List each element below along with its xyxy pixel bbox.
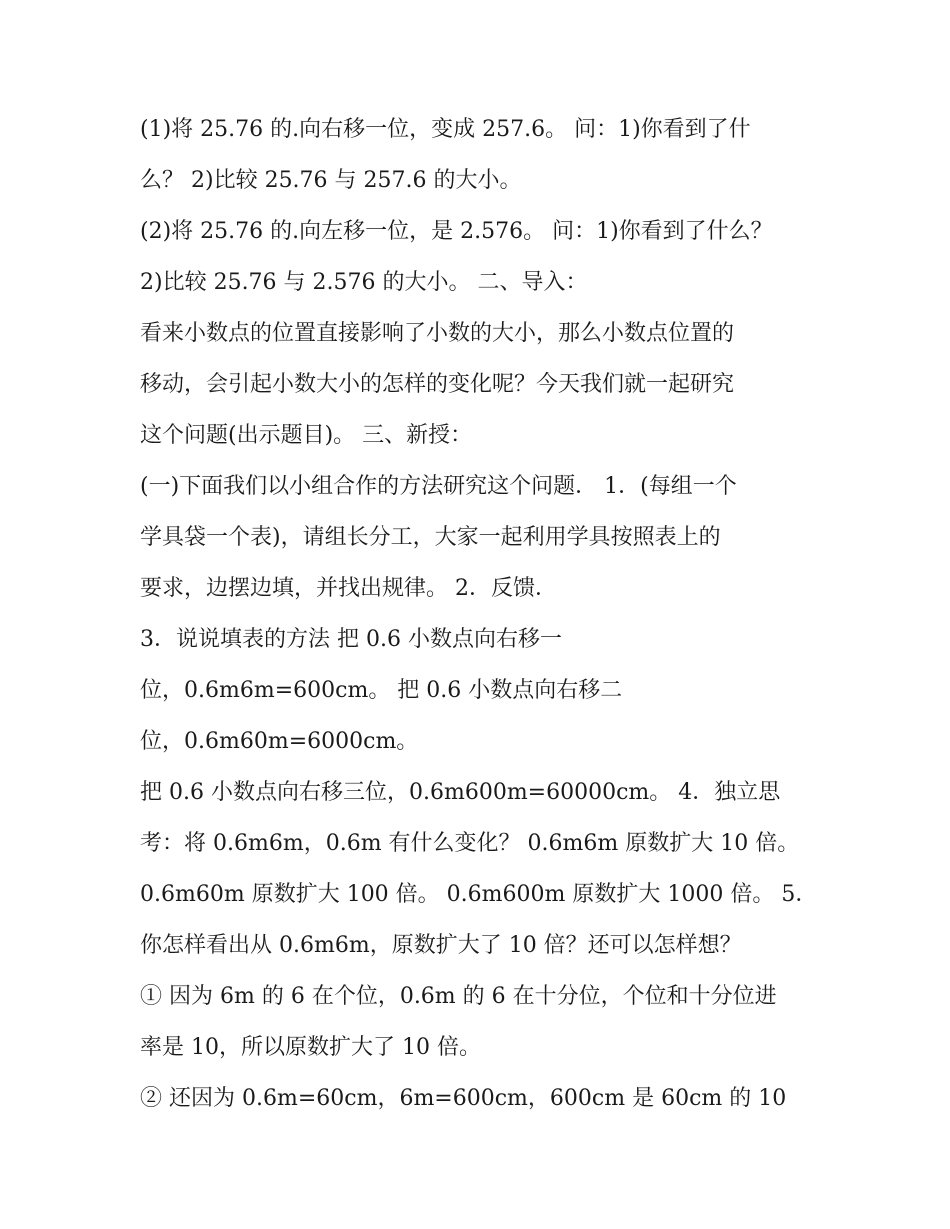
text-line: 3．说说填表的方法 把 0.6 小数点向右移一 <box>140 627 562 652</box>
text-line: (一)下面我们以小组合作的方法研究这个问题． 1．(每组一个 <box>140 474 737 499</box>
text-line: ② 还因为 0.6m=60cm，6m=600cm，600cm 是 60cm 的 10 <box>140 1086 787 1111</box>
lesson-text <box>140 109 830 1129</box>
text-line: 位，0.6m60m=6000cm。 <box>140 729 419 754</box>
text-line: 0.6m60m 原数扩大 100 倍。 0.6m600m 原数扩大 1000 倍。 5． <box>140 882 818 907</box>
text-line: 么？ 2)比较 25.76 与 257.6 的大小。 <box>140 168 522 193</box>
text-line: (2)将 25.76 的.向左移一位，是 2.576。 问：1)你看到了什么？ <box>140 219 773 244</box>
text-line: 移动，会引起小数大小的怎样的变化呢？今天我们就一起研究 <box>140 372 735 397</box>
text-line: 把 0.6 小数点向右移三位，0.6m600m=60000cm。 4．独立思 <box>140 780 781 805</box>
text-line: 看来小数点的位置直接影响了小数的大小，那么小数点位置的 <box>140 321 735 346</box>
text-line: 2)比较 25.76 与 2.576 的大小。 二、导入： <box>140 270 588 295</box>
text-line: 考：将 0.6m6m，0.6m 有什么变化？ 0.6m6m 原数扩大 10 倍。 <box>140 831 800 856</box>
text-line: ① 因为 6m 的 6 在个位，0.6m 的 6 在十分位，个位和十分位进 <box>140 984 777 1009</box>
text-line: 位，0.6m6m=600cm。 把 0.6 小数点向右移二 <box>140 678 623 703</box>
text-line: 这个问题(出示题目)。 三、新授： <box>140 423 473 448</box>
text-line: 率是 10，所以原数扩大了 10 倍。 <box>140 1035 481 1060</box>
text-line: 学具袋一个表)，请组长分工，大家一起利用学具按照表上的 <box>140 525 721 550</box>
text-line: 要求，边摆边填，并找出规律。 2．反馈． <box>140 576 557 601</box>
text-line: 你怎样看出从 0.6m6m，原数扩大了 10 倍？还可以怎样想？ <box>140 933 742 958</box>
text-line: (1)将 25.76 的.向右移一位，变成 257.6。 问：1)你看到了什 <box>140 117 751 142</box>
